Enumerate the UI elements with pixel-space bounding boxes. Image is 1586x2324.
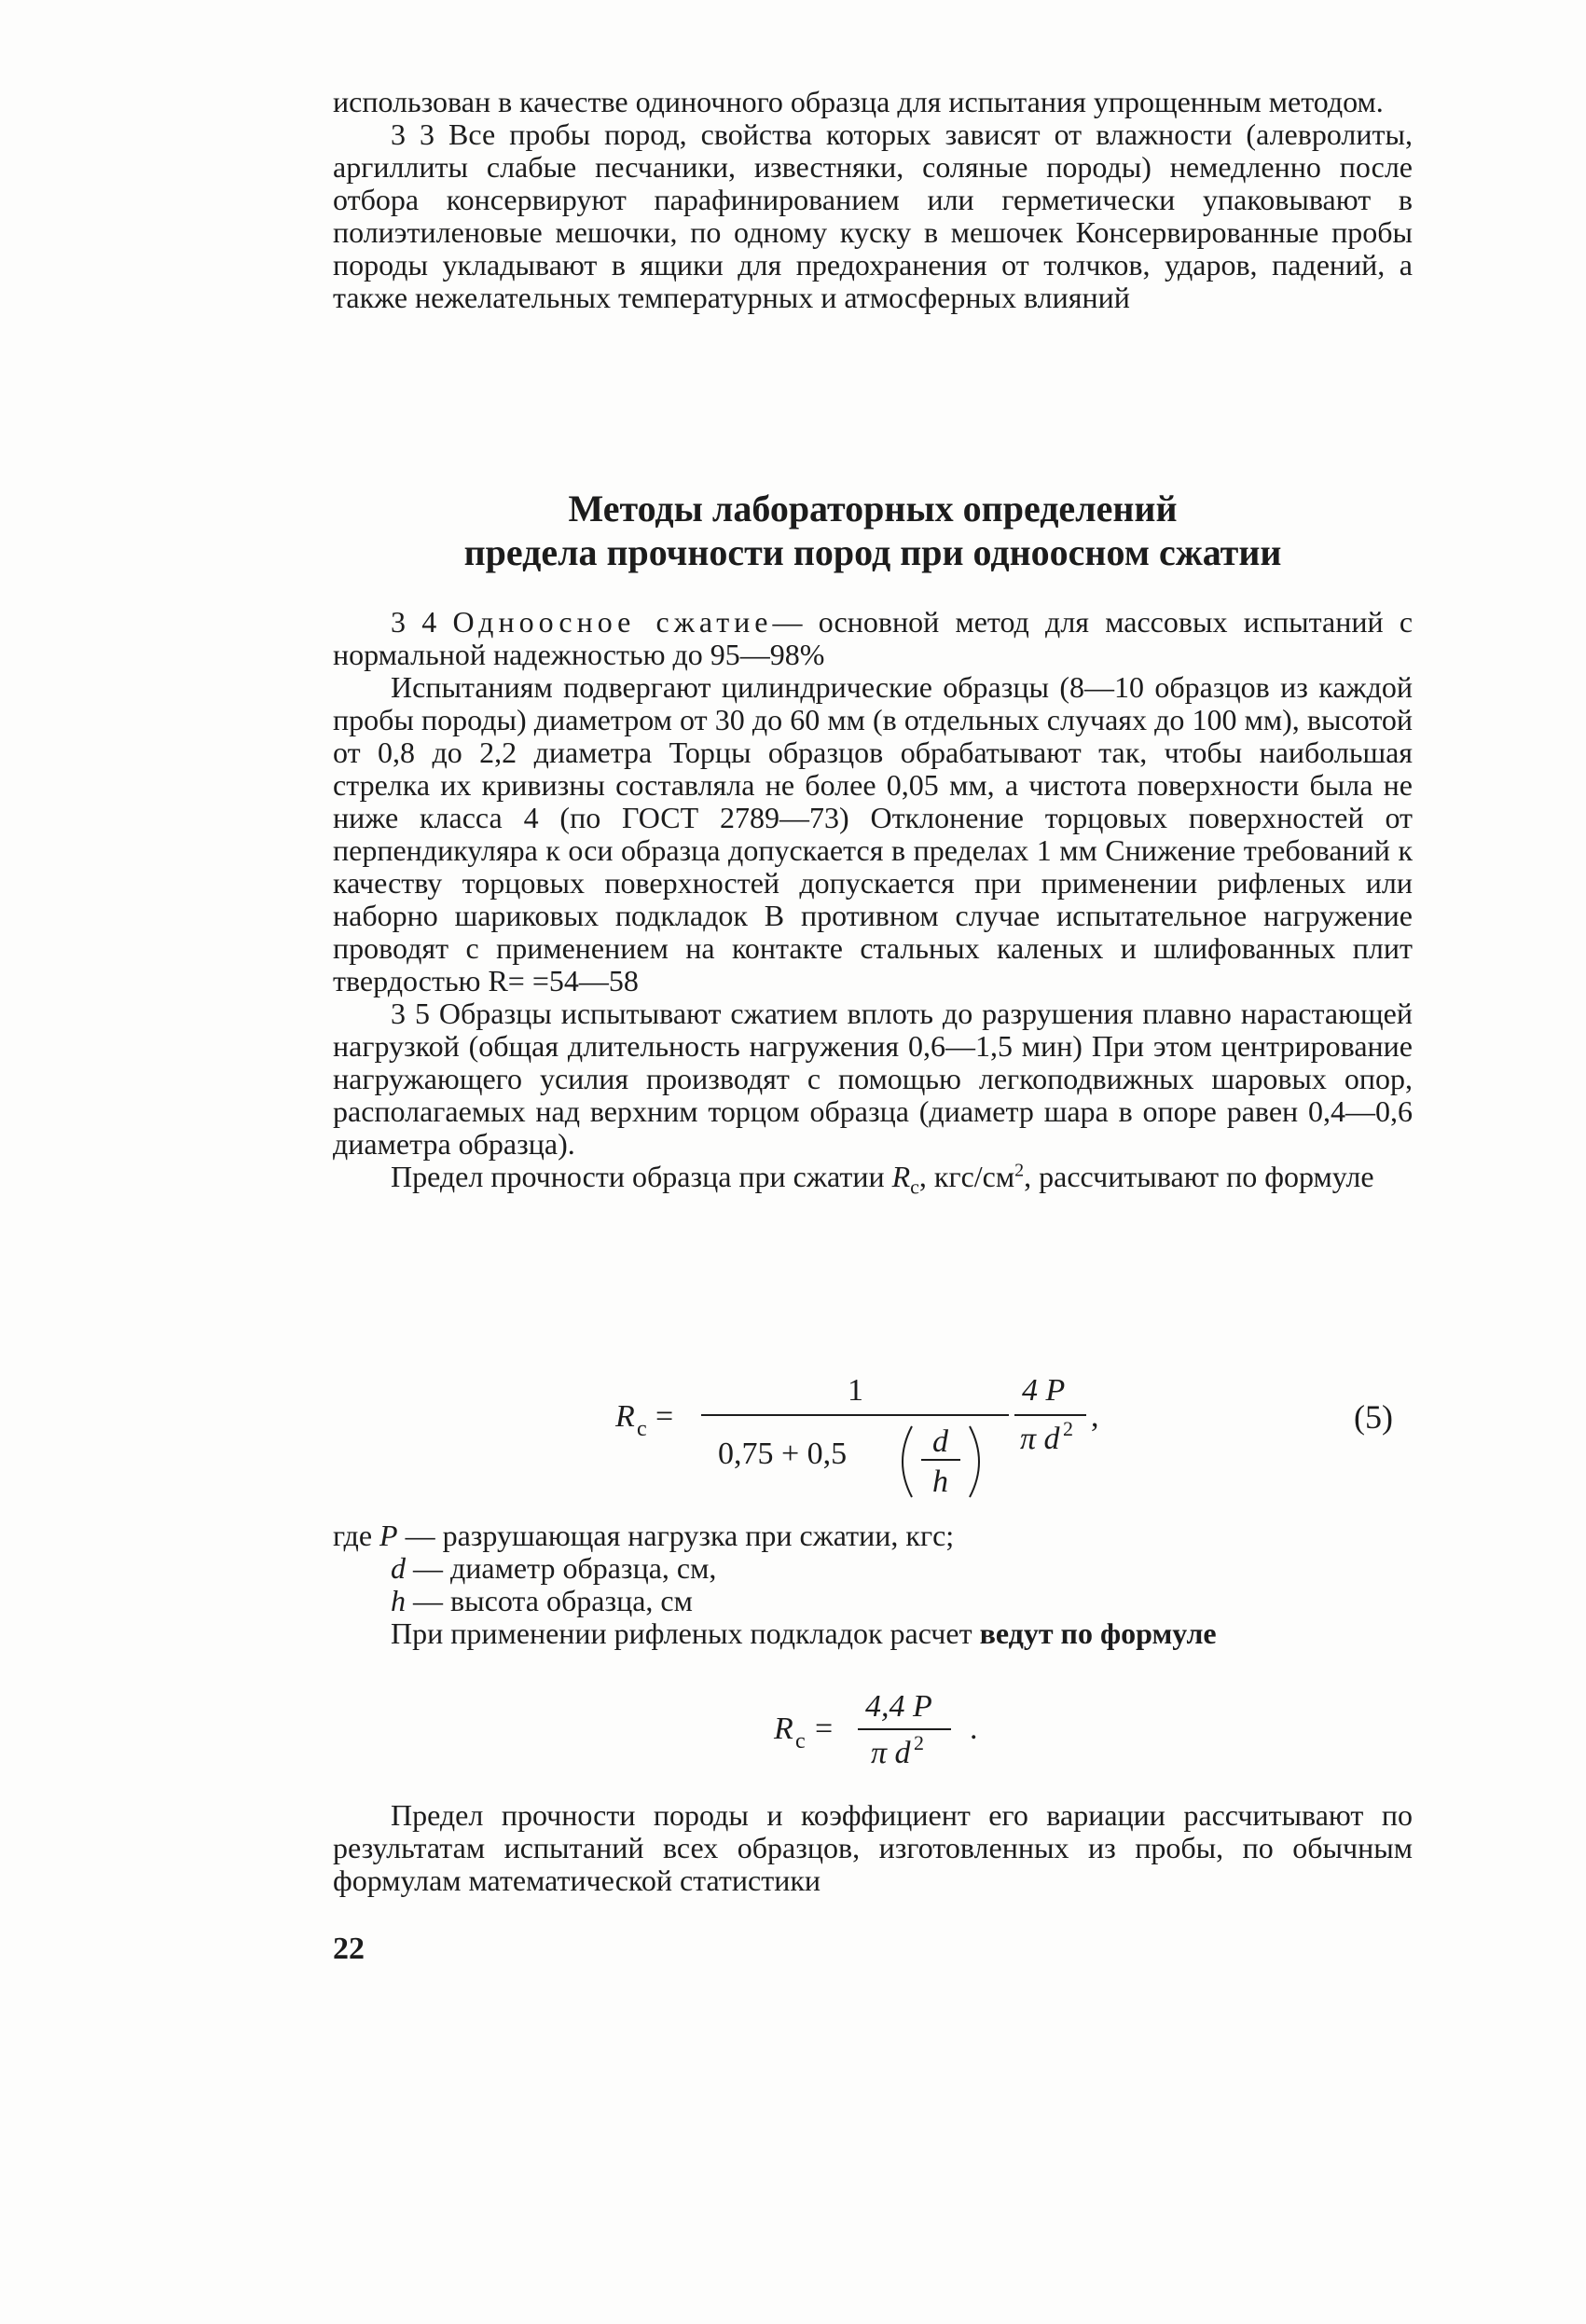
heading-line-2: предела прочности пород при одноосном сжатии [463,531,1282,573]
formula2-denominator-sup: 2 [914,1731,924,1754]
formula-equals: = [655,1399,674,1434]
inner-numerator: d [932,1424,948,1459]
formula2-equals: = [815,1712,834,1746]
fraction-2-denominator-sup: 2 [1063,1417,1073,1440]
formula-ribbed [0,1683,1586,1776]
section-heading [333,487,1413,574]
paragraph-specimens: Испытаниям подвергают цилиндрические образцы (8—10 образцов из каждой пробы породы) диаметром от 30 до 60 мм (в отдельных случаях до 100 мм), высотой от 0,8 до 2,2 диаметра Торцы образцов обрабатывают так, чтобы наибольшая стрелка их кривизны составляла не более 0,05 мм, а чистота поверхности была не ниже класса 4 (по ГОСТ 2789—73) Отклонение торцовых поверхностей от перпендикуляра к оси образца допускается в пределах 1 мм Снижение требований к качеству торцовых поверхностей допускается при применении рифленых или наборно шариковых подкладок В противном случае испытательное нагружение проводят с применением на контакте стальных каленых и шлифованных плит твердостью R= =54—58 [333,670,1413,997]
formula-5-svg [0,1361,1586,1510]
formula2-lhs-sub: c [795,1729,806,1753]
paren-left [903,1426,912,1497]
paragraph-strength-limit: Предел прочности образца при сжатии $R_c$, кгс/$см^2$, рассчитывают по формуле [391,1160,1374,1199]
paragraph-continuation: использован в качестве одиночного образца для испытания упрощенным методом. [333,85,1384,118]
formula-ribbed-svg [0,1683,1586,1776]
fraction-1-numerator: 1 [848,1373,863,1408]
definition-d: d — диаметр образца, см, [391,1551,717,1585]
symbol-r: R [891,1160,911,1193]
formula-comma: , [1091,1399,1099,1434]
paren-right [970,1426,979,1497]
fraction-1-denominator: 0,75 + 0,5 [718,1437,848,1471]
paragraph-text: — основной метод для массовых испытаний с нормальной надежностью до 95—98% [333,605,1414,671]
paragraph-number: 3 4 [391,605,437,639]
intro-block [333,86,1413,314]
formula-5 [0,1361,1586,1510]
definition-h: h — высота образца, см [391,1584,693,1617]
paragraph-3-5: 3 5 Образцы испытывают сжатием вплоть до разрушения плавно нарастающей нагрузкой (общая длительность нагружения 0,6—1,5 мин) При этом центрирование нагружающего усилия производят с помощью легкоподвижных шаровых опор, располагаемых над верхним торцом образца (диаметр шара в опоре равен 0,4—0,6 диаметра образца). [333,997,1413,1161]
definition-p: где P — разрушающая нагрузка при сжатии, кгс; [333,1519,955,1552]
main-body [333,605,1414,1199]
heading-line-1: Методы лабораторных определений [568,488,1178,529]
page-number: 22 [333,1932,365,1966]
formula2-denominator: π d [871,1736,911,1770]
formula2-period: . [970,1712,978,1746]
paragraph-statistics: Предел прочности породы и коэффициент его вариации рассчитывают по результатам испытаний всех образцов, изготовленных из пробы, по обычным формулам математической статистики [333,1798,1413,1897]
formula2-lhs: R [774,1712,793,1746]
closing-block [333,1799,1413,1897]
fraction-2-numerator: 4 P [1022,1373,1066,1408]
formula-lhs: R [615,1399,635,1434]
fraction-2-denominator: π d [1020,1422,1060,1456]
inner-denominator: h [932,1465,948,1499]
variable-definitions [333,1520,1413,1650]
paragraph-ribbed-pads: При применении рифленых подкладок расчет ведут по формуле [391,1616,1217,1650]
formula-lhs-sub: c [637,1417,647,1441]
paragraph-3-4 [333,606,1413,671]
spaced-term: Одноосное сжатие [452,605,773,639]
paragraph-3-3: 3 3 Все пробы пород, свойства которых зависят от влажности (алевролиты, аргиллиты слабые песчаники, известняки, соляные породы) немедленно после отбора консервируют парафинированием или герметически упаковывают в полиэтиленовые мешочки, по одному куску в мешочек Консервированные пробы породы укладывают в ящики для предохранения от толчков, ударов, падений, а также нежелательных температурных и атмосферных влияний [333,117,1413,314]
formula-number: (5) [1354,1398,1393,1436]
formula2-numerator: 4,4 P [865,1689,932,1724]
